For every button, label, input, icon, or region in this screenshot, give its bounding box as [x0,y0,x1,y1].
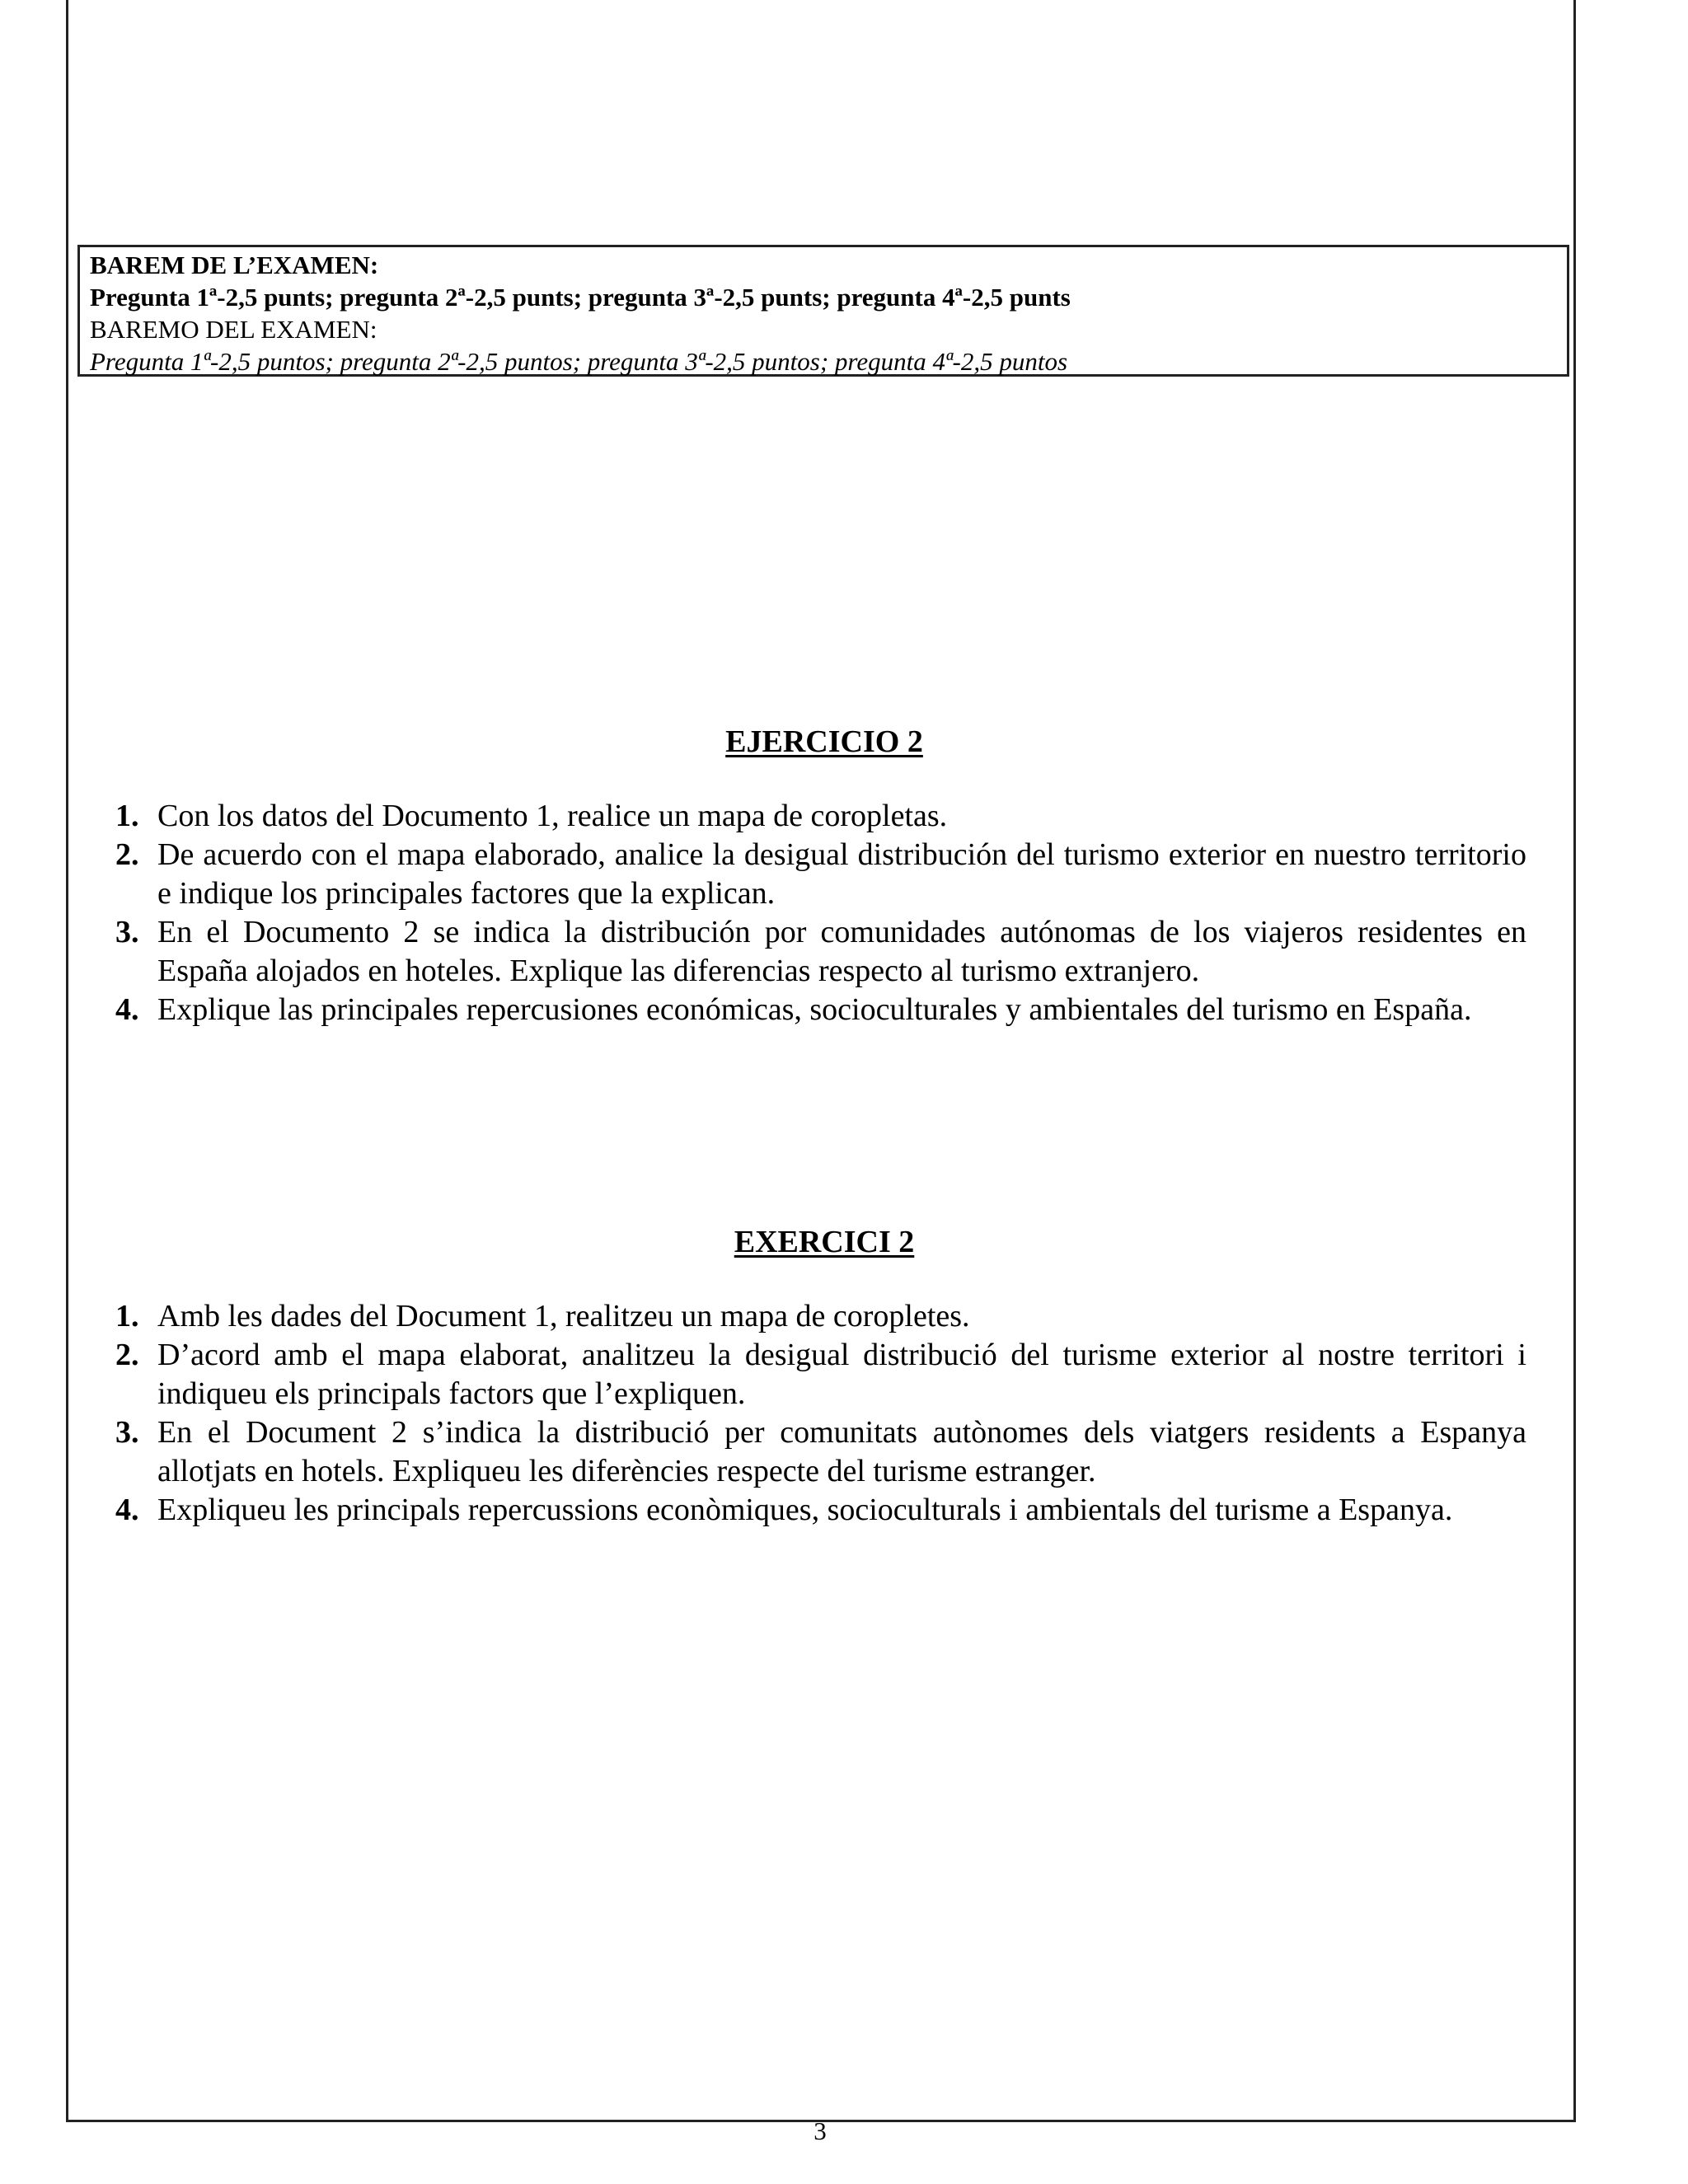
question-item [115,1297,1526,1336]
question-number: 1. [115,1299,139,1333]
question-text: Amb les dades del Document 1, realitzeu un mapa de coropletes. [157,1299,970,1333]
question-item [115,913,1526,991]
exercise-title-ca: EXERCICI 2 [734,1225,915,1259]
question-text: De acuerdo con el mapa elaborado, analice la desigual distribución del turismo exterior en nuestro territorio e indique los principales factores que la explican. [157,837,1526,911]
question-text: Explique las principales repercusiones económicas, socioculturales y ambientales del turismo en España. [157,992,1472,1027]
question-text: Expliqueu les principals repercussions econòmiques, socioculturals i ambientals del turisme a Espanya. [157,1493,1453,1527]
exercise-title-es: EJERCICIO 2 [725,724,923,759]
question-text: D’acord amb el mapa elaborat, analitzeu la desigual distribució del turisme exterior al nostre territori i indiqueu els principals factors que l’expliquen. [157,1338,1526,1411]
question-text: En el Documento 2 se indica la distribución por comunidades autónomas de los viajeros residentes en España alojados en hoteles. Explique las diferencias respecto al turismo extranjero. [157,915,1526,988]
grading-heading-ca: BAREM DE L’EXAMEN: [90,251,379,279]
grading-scores-ca: Pregunta 1ª-2,5 punts; pregunta 2ª-2,5 punts; pregunta 3ª-2,5 punts; pregunta 4ª-2,5 punts [90,283,1071,312]
question-list-ca [115,1297,1526,1530]
grading-scores-es: Pregunta 1ª-2,5 puntos; pregunta 2ª-2,5 puntos; pregunta 3ª-2,5 puntos; pregunta 4ª-2,5 puntos [90,347,1068,376]
question-number: 2. [115,1338,139,1372]
question-text: Con los datos del Documento 1, realice un mapa de coropletas. [157,799,948,833]
grading-heading-es: BAREMO DEL EXAMEN: [90,315,377,344]
question-item [115,1336,1526,1413]
grading-box [77,245,1569,377]
question-item [115,991,1526,1029]
question-list-es [115,797,1526,1029]
question-text: En el Document 2 s’indica la distribució per comunitats autònomes dels viatgers residents a Espanya allotjats en hotels. Expliqueu les diferències respecte del turisme estranger. [157,1415,1526,1488]
question-number: 2. [115,837,139,872]
question-number: 3. [115,1415,139,1450]
question-number: 1. [115,799,139,833]
question-item [115,1413,1526,1491]
question-item [115,836,1526,913]
question-item [115,797,1526,836]
question-item [115,1491,1526,1530]
question-number: 4. [115,1493,139,1527]
question-number: 3. [115,915,139,949]
question-number: 4. [115,992,139,1027]
page-number: 3 [814,2116,827,2145]
